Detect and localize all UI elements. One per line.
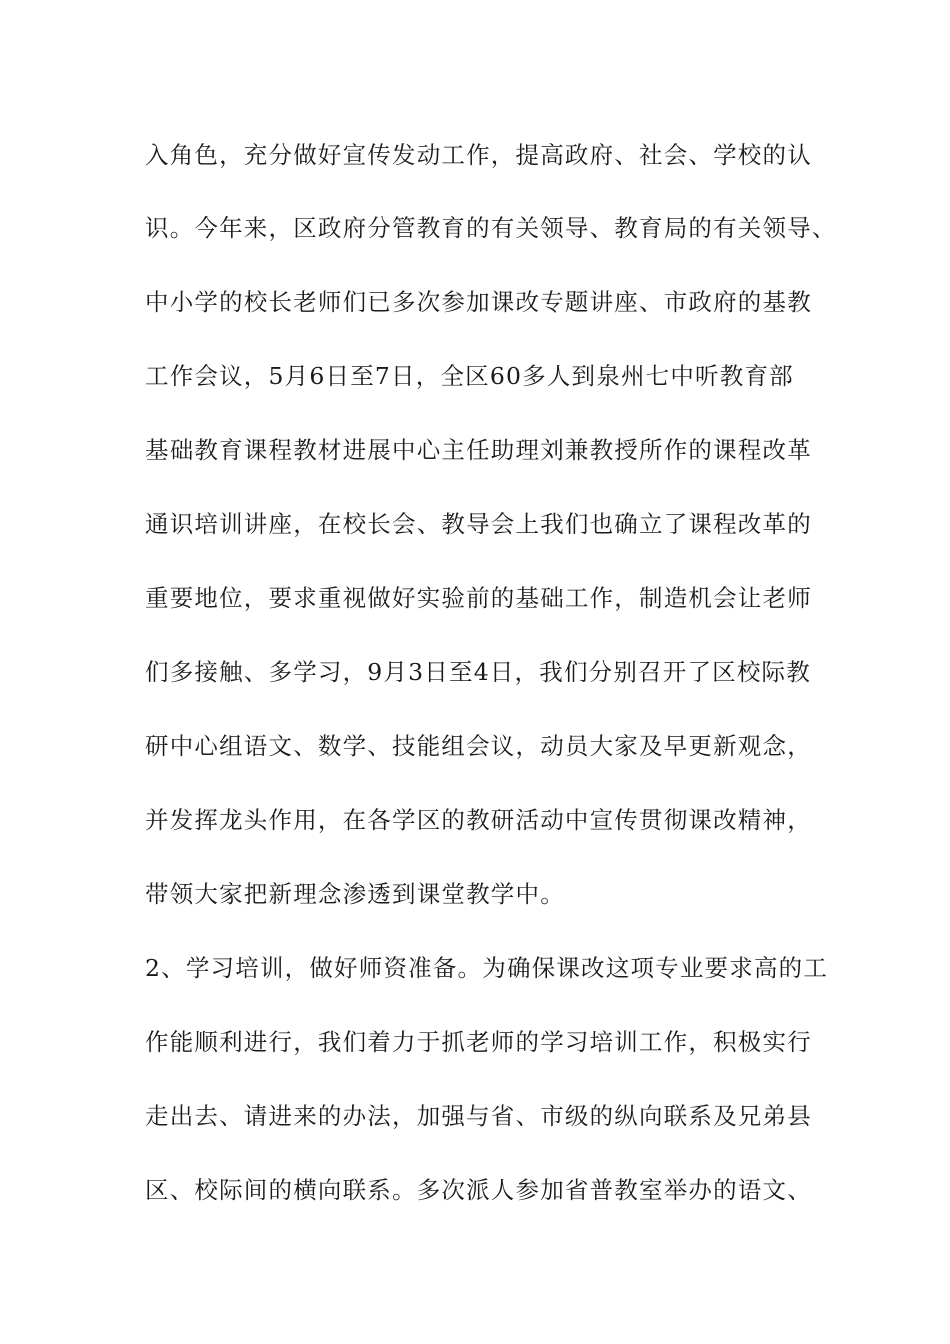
text-line: 作能顺利进行，我们着力于抓老师的学习培训工作，积极实行 (145, 1028, 812, 1056)
text-line: 区、校际间的横向联系。多次派人参加省普教室举办的语文、 (145, 1176, 812, 1204)
text-line: 带领大家把新理念渗透到课堂教学中。 (145, 880, 565, 908)
text-line: 入角色，充分做好宣传发动工作，提高政府、社会、学校的认 (145, 141, 812, 169)
text-line: 们多接触、多学习，9月3日至4日，我们分别召开了区校际教 (145, 658, 811, 686)
text-line: 研中心组语文、数学、技能组会议，动员大家及早更新观念， (145, 732, 812, 760)
text-line: 走出去、请进来的办法，加强与省、市级的纵向联系及兄弟县 (145, 1102, 812, 1130)
text-line: 重要地位，要求重视做好实验前的基础工作，制造机会让老师 (145, 584, 812, 612)
text-line: 并发挥龙头作用，在各学区的教研活动中宣传贯彻课改精神， (145, 806, 812, 834)
text-line: 识。今年来，区政府分管教育的有关领导、教育局的有关领导、 (145, 214, 837, 242)
text-line: 工作会议，5月6日至7日，全区60多人到泉州七中听教育部 (145, 362, 794, 390)
text-line: 通识培训讲座，在校长会、教导会上我们也确立了课程改革的 (145, 510, 812, 538)
text-line: 基础教育课程教材进展中心主任助理刘兼教授所作的课程改革 (145, 436, 812, 464)
text-line: 2、学习培训，做好师资准备。为确保课改这项专业要求高的工 (145, 954, 829, 982)
text-line: 中小学的校长老师们已多次参加课改专题讲座、市政府的基教 (145, 288, 812, 316)
